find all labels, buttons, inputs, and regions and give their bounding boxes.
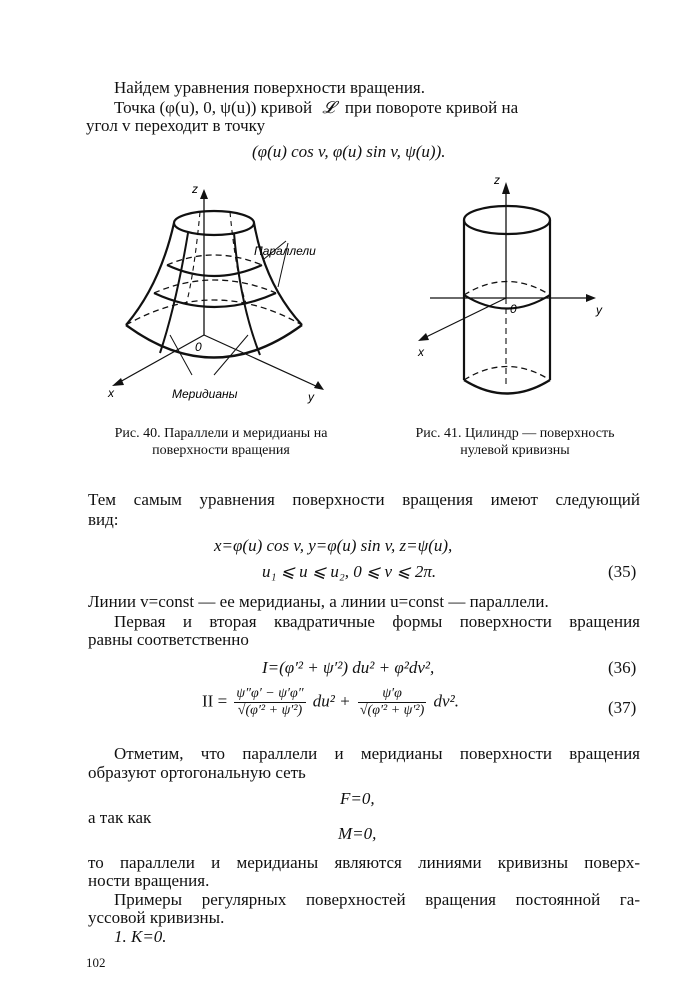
fig40-label-y: y [308, 390, 314, 404]
curve-symbol: 𝓛 [322, 98, 335, 117]
figure-40-caption-line-2: поверхности вращения [152, 443, 290, 458]
para2-line-2: вид: [88, 510, 119, 529]
eq37-numerator-2: ψ′φ [358, 686, 426, 703]
fig40-right-profile [254, 223, 302, 325]
eq36-number: (36) [608, 658, 637, 677]
examples-line-2: уссовой кривизны. [88, 908, 225, 927]
eq37-lhs: II = [202, 691, 228, 711]
fig40-label-z: z [192, 182, 198, 196]
eq37-end: dv². [433, 691, 459, 711]
note-line-1: Отметим, что параллели и меридианы поверхности вращения [114, 744, 640, 763]
fig40-parallel-2-back [154, 280, 276, 293]
fig40-label-meridians: Меридианы [172, 387, 238, 401]
eq35-line-1: x=φ(u) cos v, y=φ(u) sin v, z=ψ(u), [214, 536, 453, 555]
lines-meridians-text: Линии v=const — ее меридианы, а линии u=const — параллели. [88, 592, 549, 611]
eq37-mid: du² + [312, 691, 351, 711]
forms-line-2: равны соответственно [88, 630, 249, 649]
paragraph-line-3: угол v переходит в точку [86, 116, 266, 135]
fig41-label-y: y [596, 303, 602, 317]
fig40-label-parallels: Параллели [254, 244, 316, 258]
fig41-middle-front [464, 295, 550, 309]
fig40-bottom-back [126, 300, 302, 325]
item-1: 1. K=0. [114, 927, 167, 946]
fig40-y-axis [204, 335, 318, 387]
paragraph-line-1: Найдем уравнения поверхности вращения. [114, 78, 425, 97]
fig41-middle-back [464, 282, 550, 296]
fig40-top-rim [174, 211, 254, 235]
fig41-label-z: z [494, 173, 500, 187]
fig40-x-axis [118, 335, 204, 383]
eq37 [202, 686, 459, 719]
conclude-line-1: то параллели и меридианы являются линиями кривизны поверх- [88, 853, 640, 872]
fig41-y-arrow [586, 294, 596, 302]
point-formula: (φ(u) cos v, φ(u) sin v, ψ(u)). [252, 142, 446, 161]
fig41-label-x: x [418, 345, 424, 359]
fig40-x-arrow [112, 378, 124, 386]
equation-M: M=0, [338, 824, 377, 843]
eq35-number: (35) [608, 562, 637, 581]
eq37-denominator-1: √(φ′² + ψ′²) [237, 703, 303, 718]
fig40-label-origin: 0 [195, 340, 202, 354]
para2-line-1: Тем самым уравнения поверхности вращения имеют следующий [88, 490, 640, 509]
paragraph-line-2c: при повороте кривой на [344, 98, 519, 117]
examples-line-1: Примеры регулярных поверхностей вращения постоянной га- [114, 890, 640, 909]
fig40-label-x: x [108, 386, 114, 400]
fig41-z-arrow [502, 182, 510, 194]
fig40-left-profile [126, 223, 174, 325]
fig40-bottom-front [126, 325, 302, 358]
figure-41-diagram [410, 170, 610, 410]
fig41-x-arrow [418, 333, 429, 341]
figure-40-diagram [90, 175, 350, 415]
eq36: I=(φ′² + ψ′²) du² + φ²dv², [262, 658, 435, 677]
figure-40-caption [86, 425, 356, 459]
paragraph-line-2 [114, 98, 518, 118]
fig41-top-rim [464, 206, 550, 234]
fig40-parallel-1-back [167, 255, 262, 265]
figure-41-caption-line-1: Рис. 41. Цилиндр — поверхность [415, 426, 615, 441]
figure-40-caption-line-1: Рис. 40. Параллели и меридианы на [114, 426, 328, 441]
eq37-fraction-1 [234, 686, 305, 719]
fig41-bottom-front [464, 380, 550, 394]
note-line-2: образуют ортогональную сеть [88, 763, 306, 782]
paragraph-line-2a: Точка (φ(u), 0, ψ(u)) кривой [114, 98, 313, 117]
equation-F: F=0, [340, 789, 375, 808]
eq35-line-2: u₁ ⩽ u ⩽ u₂, 0 ⩽ v ⩽ 2π. [262, 562, 437, 581]
fig40-z-arrow [200, 189, 208, 199]
and-since-text: а так как [88, 808, 152, 827]
fig40-y-arrow [314, 381, 324, 390]
fig40-meridian-1 [160, 233, 188, 353]
eq37-number: (37) [608, 698, 637, 717]
page-number: 102 [86, 955, 106, 967]
eq37-numerator-1: ψ″φ′ − ψ′φ″ [236, 686, 304, 701]
figure-41-caption [385, 425, 645, 459]
figure-41-caption-line-2: нулевой кривизны [460, 443, 570, 458]
fig41-label-origin: 0 [510, 302, 517, 316]
fig41-bottom-back [464, 367, 550, 381]
eq37-denominator-2: √(φ′² + ψ′²) [359, 703, 425, 718]
conclude-line-2: ности вращения. [88, 871, 210, 890]
eq37-fraction-2 [358, 686, 426, 719]
forms-line-1: Первая и вторая квадратичные формы поверхности вращения [114, 612, 640, 631]
